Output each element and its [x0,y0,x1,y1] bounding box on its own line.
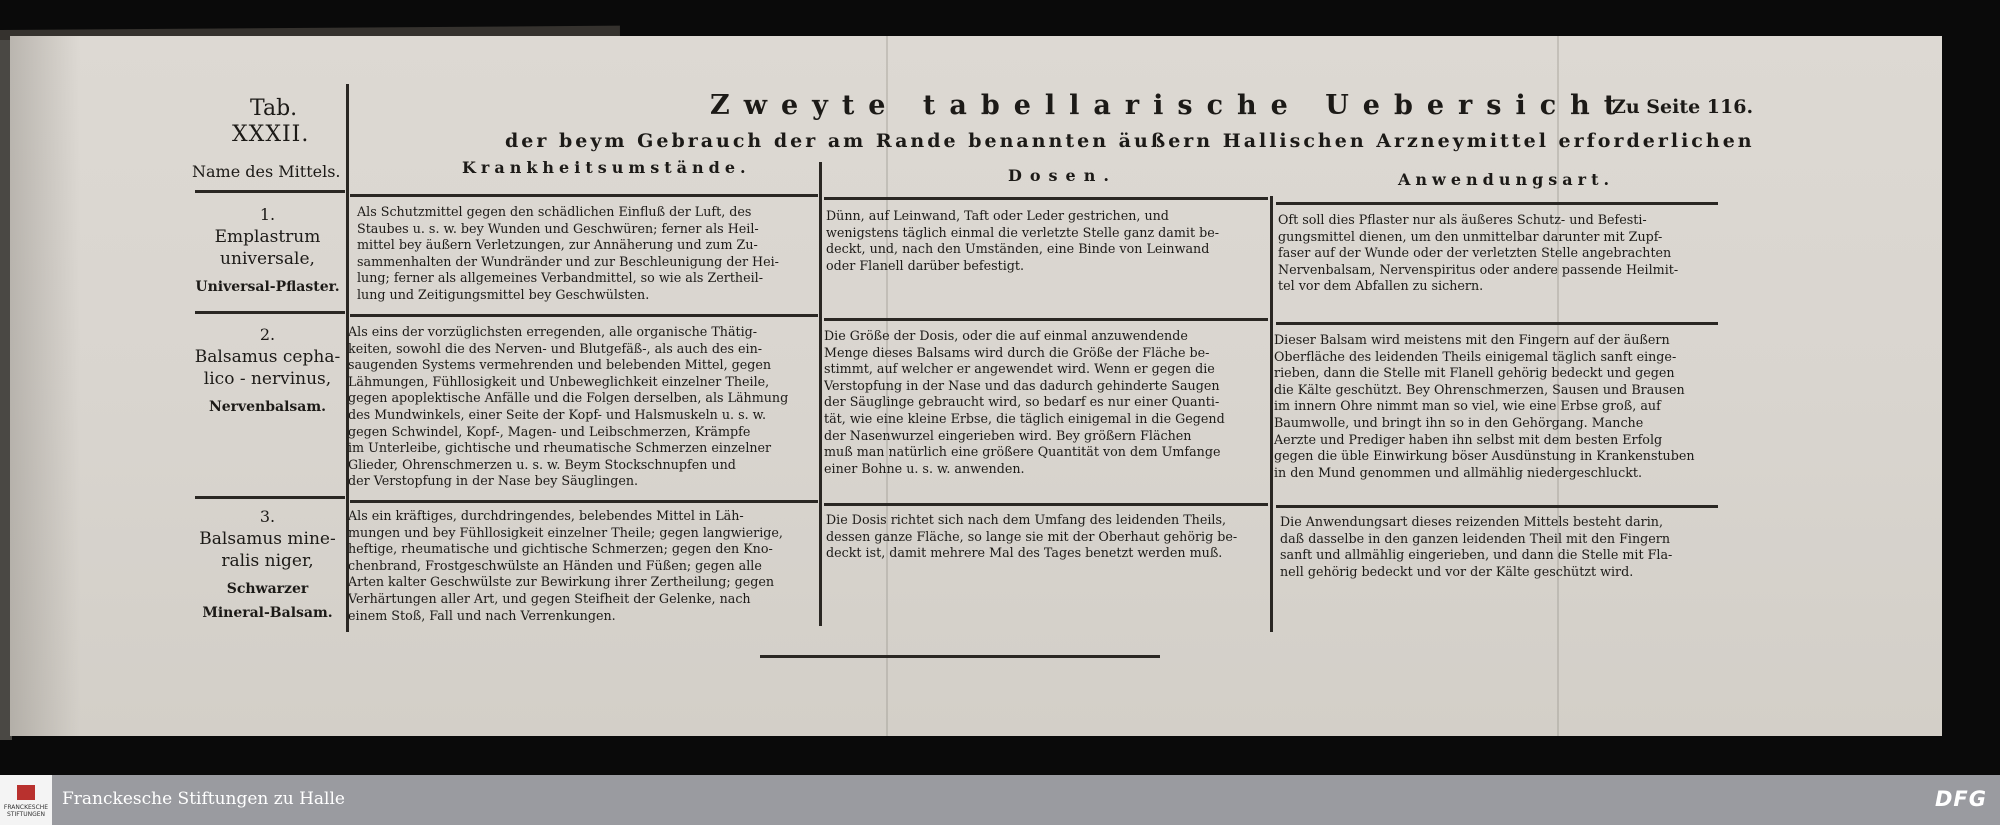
column-header-conditions: Krankheitsumstände. [462,158,751,177]
column-header-doses: Dosen. [1008,166,1117,185]
row-rule [824,318,1268,321]
doses-cell: Die Größe der Dosis, oder die auf einmal anzuwendende Menge dieses Balsams wird durch die Größe der Fläche be- stimmt, auf welcher er angewendet wird. Wenn er gegen die Verstopfung in der Nase und das dadurch gehinderte Saugen der Säuglinge gebraucht wird, so bedarf es nur einer Quanti- tät, wie eine kleine Erbse, die täglich einigemal in die Gegend der Nasenwurzel eingerieben wird. Bey größern Flächen muß man natürlich eine größere Quantität von dem Umfange einer Bohne u. s. w. anwenden. [824,328,1225,476]
column-divider [1270,196,1273,632]
closing-rule [760,655,1160,658]
remedy-name: 1. Emplastrum universale, Universal-Pflaster. [195,205,340,295]
logo-text: FRANCKESCHE STIFTUNGEN [3,804,49,818]
row-rule [350,194,818,197]
row-rule [350,500,818,503]
institution-name[interactable]: Franckesche Stiftungen zu Halle [62,789,345,809]
application-cell: Oft soll dies Pflaster nur als äußeres Schutz- und Befesti- gungsmittel dienen, um den unmittelbar darunter mit Zupf- faser auf der Wunde oder der verletzten Stelle angebrachten Nervenbalsam, Nervenspiritus oder andere passende Heilmit- tel vor dem Abfallen zu sichern. [1278,212,1679,294]
remedy-name: 3. Balsamus mine- ralis niger, Schwarzer Mineral-Balsam. [199,507,336,621]
row-rule [195,496,345,499]
row-rule [824,197,1268,200]
page-subtitle: der beym Gebrauch der am Rande benannten äußern Hallischen Arzneymittel erforderlichen [505,130,1755,152]
column-header-application: Anwendungsart. [1398,170,1615,189]
conditions-cell: Als ein kräftiges, durchdringendes, belebendes Mittel in Läh- mungen und bey Fühllosigkeit einzelner Theile; gegen langwierige, heftige, rheumatische und gichtische Schmerzen; gegen den Kno- chenbrand, Frostgeschwülste an Händen und Füßen; gegen alle Arten kalter Geschwülste zur Bewirkung ihrer Zertheilung; gegen Verhärtungen aller Art, und gegen Steifheit der Gelenke, nach einem Stoß, Fall und nach Verrenkungen. [348,508,783,623]
row-rule [195,311,345,314]
row-rule [824,503,1268,506]
tab-number: XXXII. [232,122,310,147]
page-reference: Zu Seite 116. [1612,96,1754,118]
page-title: Zweyte tabellarische Uebersicht [710,90,1631,121]
application-cell: Dieser Balsam wird meistens mit den Fingern auf der äußern Oberfläche des leidenden Theils einigemal täglich sanft einge- rieben, dann die Stelle mit Flanell gehörig bedeckt und gegen die Kälte geschützt. Bey Ohrenschmerzen, Sausen und Brausen im innern Ohre nimmt man so viel, wie eine Erbse groß, auf Baumwolle, und bringt ihn so in den Gehörgang. Manche Aerzte und Prediger haben ihn selbst mit dem besten Erfolg gegen die üble Einwirkung böser Ausdünstung in Krankenstuben in den Mund genommen und allmählig niedergeschluckt. [1274,332,1695,480]
row-rule [1276,322,1718,325]
logo-mark-icon [17,785,35,800]
row-rule [195,190,345,193]
doses-cell: Dünn, auf Leinwand, Taft oder Leder gestrichen, und wenigstens täglich einmal die verletzte Stelle ganz damit be- deckt, und, nach den Umständen, eine Binde von Leinwand oder Flanell darüber befestigt. [826,208,1219,273]
row-rule [1276,202,1718,205]
remedy-name: 2. Balsamus cepha- lico - nervinus, Nervenbalsam. [194,325,341,415]
column-divider [819,162,822,626]
row-rule [1276,505,1718,508]
dfg-logo[interactable]: DFG [1935,787,1988,811]
column-header-name: Name des Mittels. [192,162,341,181]
conditions-cell: Als Schutzmittel gegen den schädlichen Einfluß der Luft, des Staubes u. s. w. bey Wunden und Geschwüren; ferner als Heil- mittel bey äußern Verletzungen, zur Annäherung und zum Zu- sammenhalten der Wundränder und zur Beschleunigung der Hei- lung; ferner als allgemeines Verbandmittel, so wie als Zertheil- lung und Zeitigungsmittel bey Geschwülsten. [357,204,779,302]
tab-label: Tab. [250,96,298,121]
conditions-cell: Als eins der vorzüglichsten erregenden, alle organische Thätig- keiten, sowohl die des Nerven- und Blutgefäß-, als auch des ein- saugenden Systems vermehrenden und belebenden Mittel, gegen Lähmungen, Fühllosigkeit und Unbeweglichkeit einzelner Theile, gegen apoplektische Anfälle und die Folgen derselben, als Lähmung des Mundwinkels, einer Seite der Kopf- und Halsmuskeln u. s. w. gegen Schwindel, Kopf-, Magen- und Leibschmerzen, Krämpfe im Unterleibe, gichtische und rheumatische Schmerzen einzelner Glieder, Ohrenschmerzen u. s. w. Beym Stockschnupfen und der Verstopfung in der Nase bey Säuglingen. [348,324,789,489]
row-rule [350,314,818,317]
doses-cell: Die Dosis richtet sich nach dem Umfang des leidenden Theils, dessen ganze Fläche, so lange sie mit der Oberhaut gehörig be- deckt ist, damit mehrere Mal des Tages benetzt werden muß. [826,512,1238,561]
application-cell: Die Anwendungsart dieses reizenden Mittels besteht darin, daß dasselbe in den ganzen leidenden Theil mit den Fingern sanft und allmählig eingerieben, und dann die Stelle mit Fla- nell gehörig bedeckt und vor der Kälte geschützt wird. [1280,514,1673,579]
